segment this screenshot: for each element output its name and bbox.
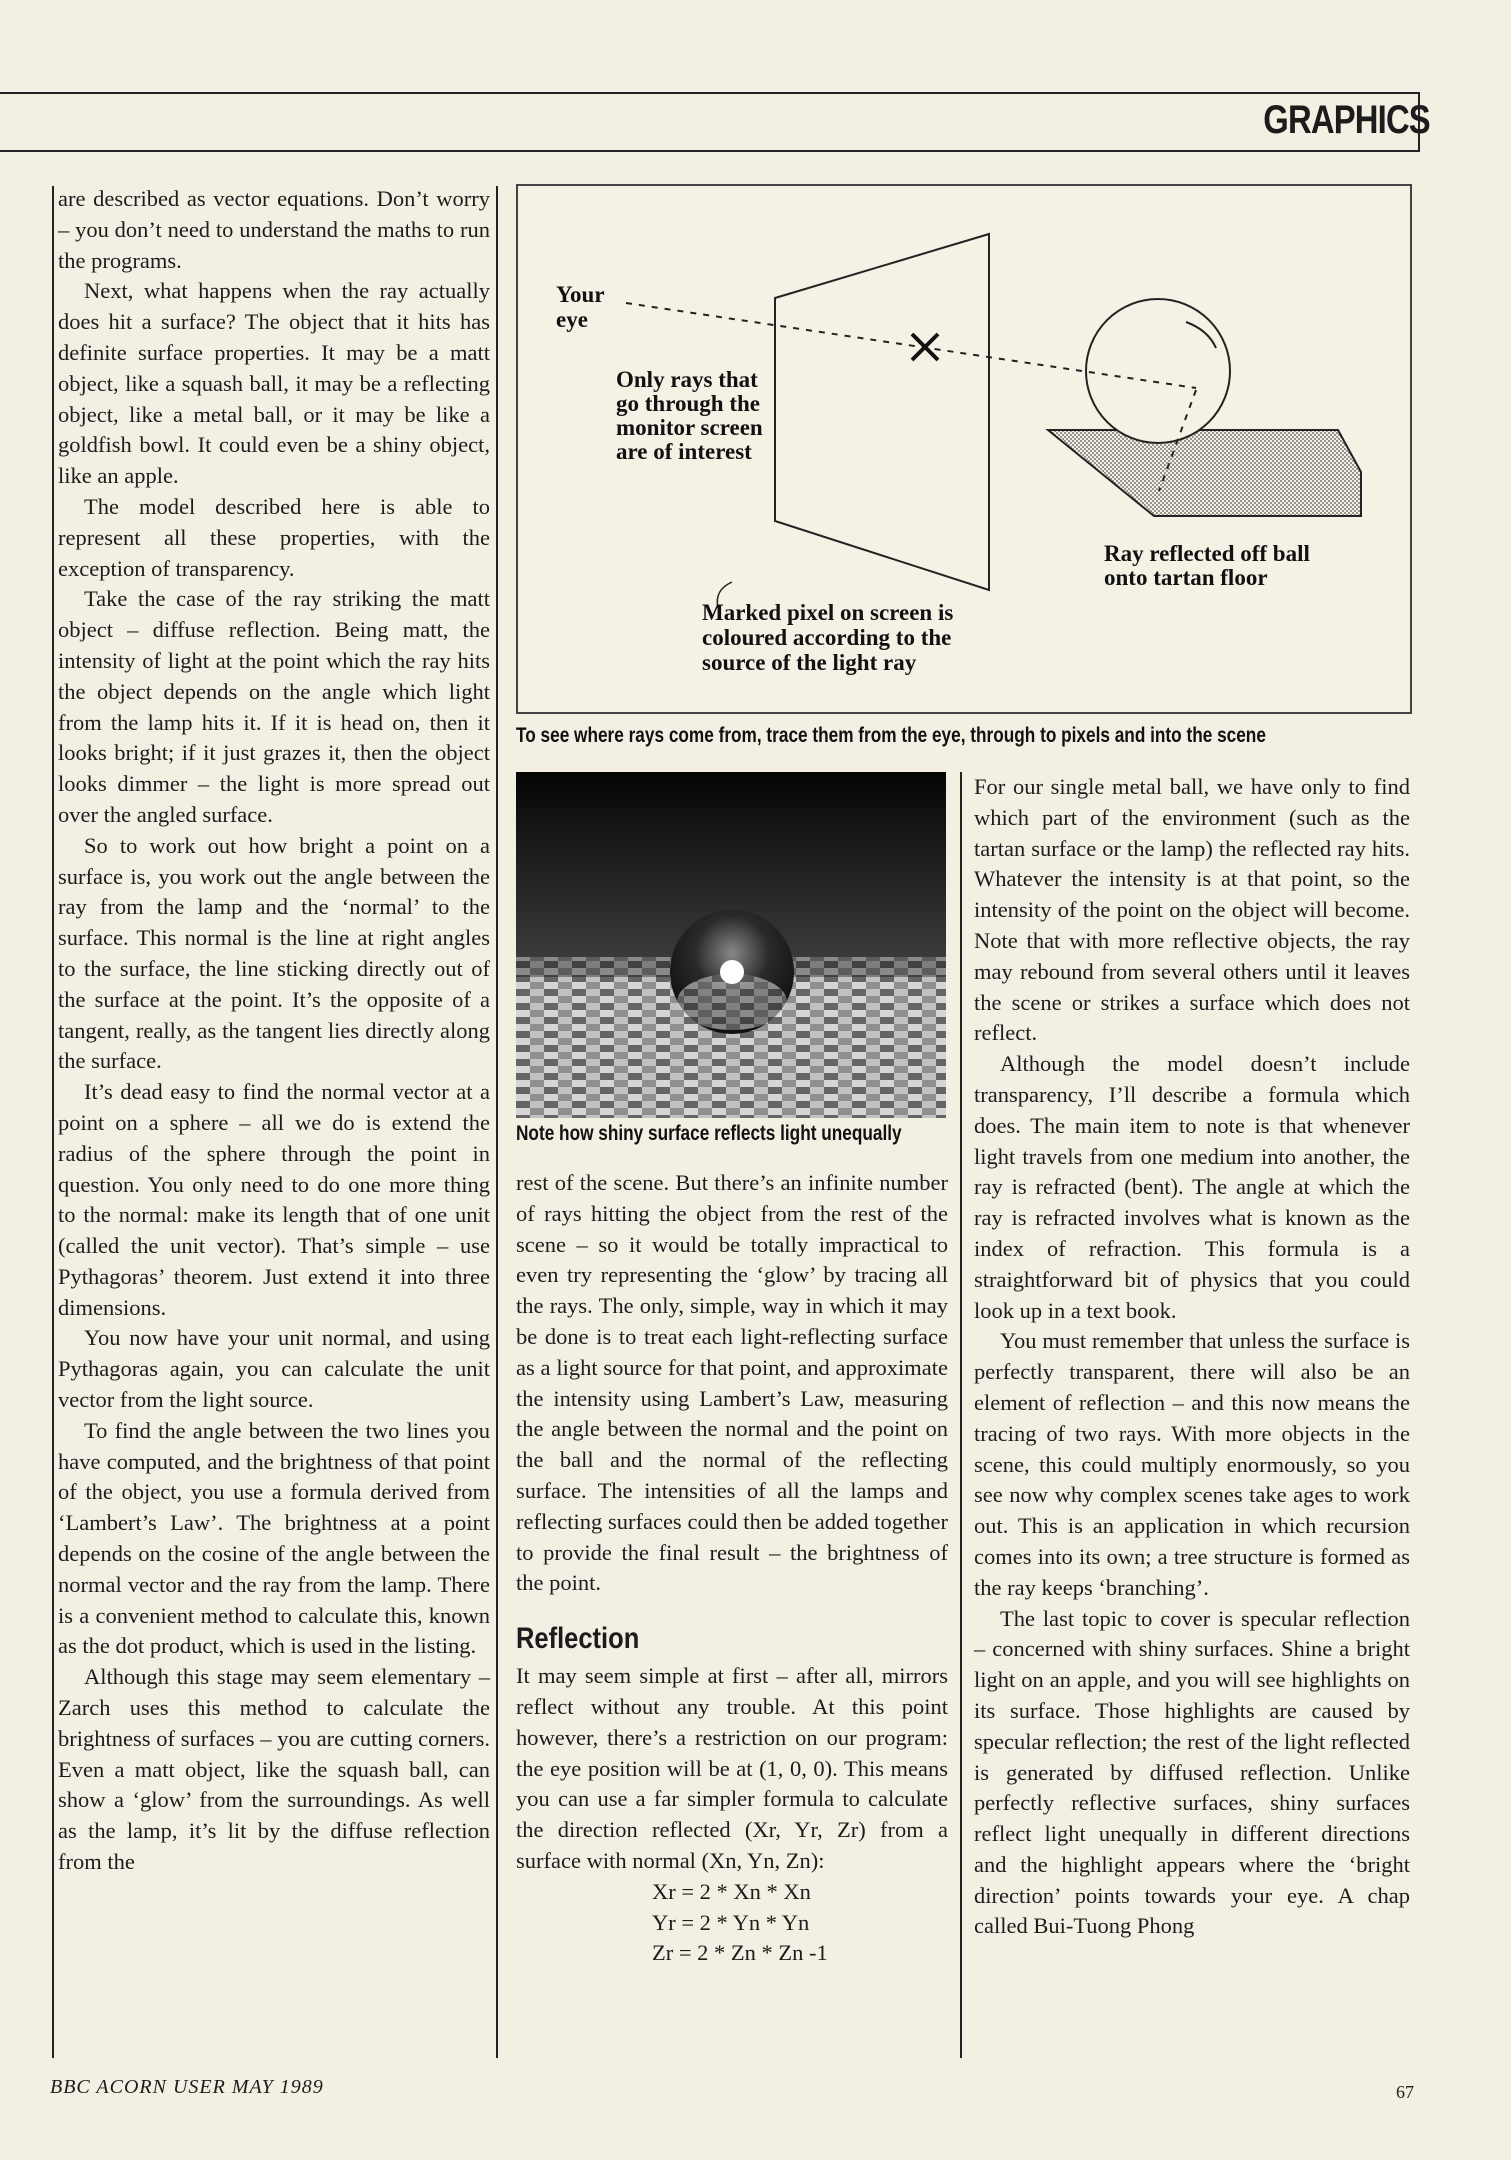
equation: Yr = 2 * Yn * Yn bbox=[652, 1909, 810, 1935]
monitor-screen bbox=[775, 234, 989, 590]
footer-publication: BBC ACORN USER MAY 1989 bbox=[50, 2076, 324, 2098]
paragraph: Although the model doesn’t include transparency, I’ll describe a formula which does. The main item to note is that whenever light travels from one medium into another, the ray is refracted (bent). The angle at which the ray is refracted involves what is known as the index of refraction. This formula is a straightforward bit of physics that you could look up in a text book. bbox=[974, 1051, 1410, 1323]
paragraph: For our single metal ball, we have only to find which part of the environment (such as the tartan surface or the lamp) the reflected ray hits. Whatever the intensity is at that point, so the intensity of the point on the object will become. Note that with more reflective objects, the ray may rebound from several others until it leaves the scene or strikes a surface which does not reflect. bbox=[974, 774, 1410, 1046]
header-rule-bottom bbox=[0, 150, 1420, 152]
raytraced-ball-photo bbox=[516, 772, 946, 1118]
column-rule-left bbox=[52, 186, 54, 2058]
column-rule-1 bbox=[496, 186, 498, 2058]
label-marked-pixel: Marked pixel on screen is coloured according to the source of the light ray bbox=[702, 600, 954, 675]
paragraph: You must remember that unless the surface is perfectly transparent, there will also be an element of reflection – and this now means the tracing of two rays. With more objects in the scene, this could multiply enormously, so you see now why complex scenes take ages to work out. This is an application in which recursion comes into its own; a tree structure is formed as the ray keeps ‘branching’. bbox=[974, 1328, 1410, 1600]
paragraph: To find the angle between the two lines you have computed, and the brightness of that point of the object, you use a formula derived from ‘Lambert’s Law’. The brightness at a point depends on the cosine of the angle between the normal vector and the ray from the lamp. There is a convenient method to calculate this, known as the dot product, which is used in the listing. bbox=[58, 1417, 490, 1659]
column-3 bbox=[974, 772, 1410, 1942]
paragraph: Next, what happens when the ray actually does hit a surface? The object that it hits has definite surface properties. It may be a matt object, like a squash ball, it may be a reflecting object, like a metal ball, or it may be like a goldfish bowl. It could even be a shiny object, like an apple. bbox=[58, 278, 490, 489]
label-ray-reflected: Ray reflected off ball onto tartan floor bbox=[1104, 541, 1310, 590]
paragraph: Take the case of the ray striking the matt object – diffuse reflection. Being matt, the intensity of light at the point which the ray hits the object depends on the angle which light from the lamp hits it. If it is head on, then it looks bright; if it just grazes it, then the object looks dimmer – the light is more spread out over the angled surface. bbox=[58, 586, 490, 827]
equation: Xr = 2 * Xn * Xn bbox=[652, 1878, 811, 1904]
column-2 bbox=[516, 1168, 948, 1969]
tartan-floor bbox=[1048, 430, 1361, 516]
paragraph: You now have your unit normal, and using Pythagoras again, you can calculate the unit vector from the light source. bbox=[58, 1325, 490, 1413]
column-1 bbox=[58, 184, 490, 1878]
photo-caption: Note how shiny surface reflects light unequally bbox=[516, 1122, 902, 1145]
equation: Zr = 2 * Zn * Zn -1 bbox=[652, 1940, 828, 1966]
column-rule-2 bbox=[960, 772, 962, 2058]
header-rule-top bbox=[0, 92, 1420, 94]
paragraph: Although this stage may seem elementary – Zarch uses this method to calculate the brightness of surfaces – you are cutting corners. Even a matt object, like the squash ball, can show a ‘glow’ from the surroundings. As well as the lamp, it’s lit by the diffuse reflection from the bbox=[58, 1664, 490, 1875]
section-title: GRAPHICS bbox=[1263, 98, 1430, 142]
paragraph: rest of the scene. But there’s an infinite number of rays hitting the object from the rest of the scene – so it would be totally impractical to even try representing the ‘glow’ by tracing all the rays. The only, simple, way in which it may be done is to treat each light-reflecting surface as a light source for that point, and approximate the intensity using Lambert’s Law, measuring the angle between the normal and the point on the ball and the normal of the reflecting surface. The intensities of all the lamps and reflecting surfaces could then be added together to provide the final result – the brightness of the point. bbox=[516, 1170, 948, 1596]
page-number: 67 bbox=[1396, 2082, 1414, 2102]
paragraph: It’s dead easy to find the normal vector at a point on a sphere – all we do is extend the radius of the sphere through the point in question. You only need to do one more thing to the normal: make its length that of one unit (called the unit vector). That’s simple – use Pythagoras’ theorem. Just extend it into three dimensions. bbox=[58, 1079, 490, 1320]
paragraph: It may seem simple at first – after all, mirrors reflect without any trouble. At this point however, there’s a restriction on our program: the eye position will be at (1, 0, 0). This means you can use a far simpler formula to calculate the direction reflected (Xr, Yr, Zr) from a surface with normal (Xn, Yn, Zn): bbox=[516, 1663, 948, 1873]
ray-tracing-diagram bbox=[516, 184, 1412, 714]
paragraph: So to work out how bright a point on a surface is, you work out the angle between the ray from the lamp and the ‘normal’ to the surface. This normal is the line at right angles to the surface, the line sticking directly out of the surface at the point. It’s the opposite of a tangent, really, as the tangent lies directly along the surface. bbox=[58, 832, 490, 1074]
label-your-eye: Your eye bbox=[556, 282, 605, 332]
metal-ball bbox=[1086, 299, 1230, 443]
section-heading: Reflection bbox=[516, 1622, 640, 1656]
label-only-rays: Only rays that go through the monitor screen are of interest bbox=[616, 367, 763, 464]
paragraph: The last topic to cover is specular reflection – concerned with shiny surfaces. Shine a bright light on an apple, and you will see highlights on its surface. Those highlights are caused by specular reflection; the rest of the light reflected is generated by diffused reflection. Unlike perfectly reflective surfaces, shiny surfaces reflect light unequally in different directions and the highlight appears where the ‘bright direction’ points towards your eye. A chap called Bui-Tuong Phong bbox=[974, 1605, 1410, 1939]
paragraph: The model described here is able to represent all these properties, with the exception of transparency. bbox=[58, 493, 490, 581]
figure-caption: To see where rays come from, trace them from the eye, through to pixels and into the scene bbox=[516, 724, 1266, 747]
paragraph: are described as vector equations. Don’t worry – you don’t need to understand the maths to run the programs. bbox=[58, 186, 490, 273]
